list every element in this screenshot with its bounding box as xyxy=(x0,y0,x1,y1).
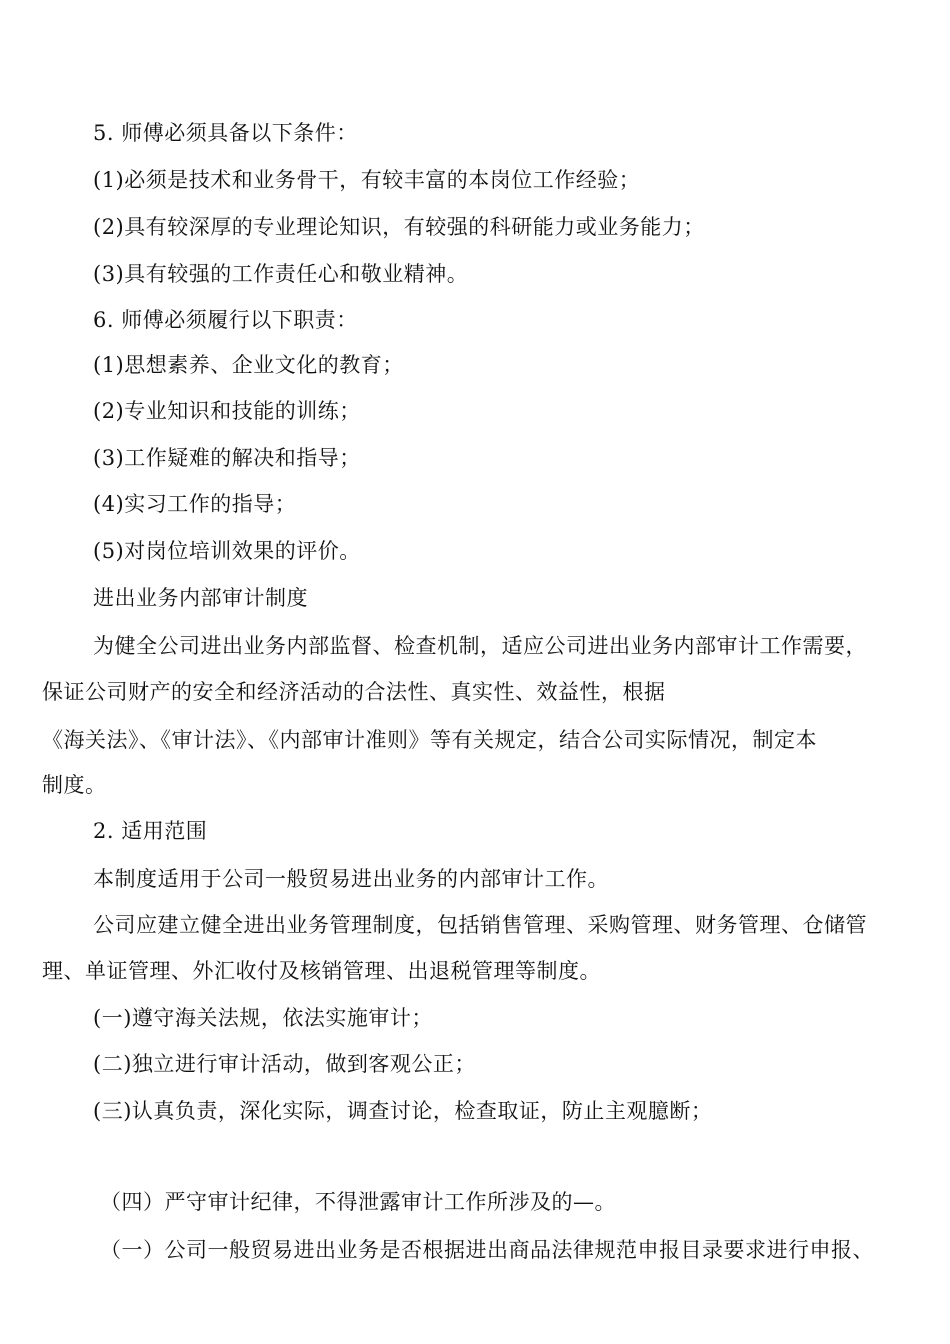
duty-item-5: (5)对岗位培训效果的评价。 xyxy=(93,539,361,563)
principle-item-4: （四）严守审计纪律，不得泄露审计工作所涉及的—。 xyxy=(100,1190,616,1214)
duty-item-4: (4)实习工作的指导； xyxy=(93,492,297,516)
intro-paragraph-line-3: 《海关法》、《审计法》、《内部审计准则》等有关规定，结合公司实际情况，制定本 xyxy=(42,728,817,752)
principle-item-1: (一)遵守海关法规，依法实施审计； xyxy=(93,1006,433,1030)
condition-item-2: (2)具有较深厚的专业理论知识，有较强的科研能力或业务能力； xyxy=(93,215,705,239)
condition-item-3: (3)具有较强的工作责任心和敬业精神。 xyxy=(93,262,469,286)
principle-item-2: (二)独立进行审计活动，做到客观公正； xyxy=(93,1052,476,1076)
master-conditions-heading: 5. 师傅必须具备以下条件： xyxy=(93,121,358,145)
condition-item-1: (1)必须是技术和业务骨干，有较丰富的本岗位工作经验； xyxy=(93,168,641,192)
duty-item-1: (1)思想素养、企业文化的教育； xyxy=(93,353,404,377)
principle-item-3: (三)认真负责，深化实际，调查讨论，检查取证，防止主观臆断； xyxy=(93,1099,713,1123)
master-duties-heading: 6. 师傅必须履行以下职责： xyxy=(93,308,358,332)
audit-item-1: （一）公司一般贸易进出业务是否根据进出商品法律规范申报目录要求进行申报、 xyxy=(100,1238,874,1262)
duty-item-3: (3)工作疑难的解决和指导； xyxy=(93,446,361,470)
scope-paragraph: 本制度适用于公司一般贸易进出业务的内部审计工作。 xyxy=(93,867,609,891)
intro-paragraph-line-2: 保证公司财产的安全和经济活动的合法性、真实性、效益性，根据 xyxy=(42,680,666,704)
system-paragraph-line-1: 公司应建立健全进出业务管理制度，包括销售管理、采购管理、财务管理、仓储管 xyxy=(93,913,867,937)
system-paragraph-line-2: 理、单证管理、外汇收付及核销管理、出退税管理等制度。 xyxy=(42,959,601,983)
intro-paragraph-line-1: 为健全公司进出业务内部监督、检查机制，适应公司进出业务内部审计工作需要， xyxy=(93,634,867,658)
duty-item-2: (2)专业知识和技能的训练； xyxy=(93,399,361,423)
section-title: 进出业务内部审计制度 xyxy=(93,586,308,610)
scope-heading: 2. 适用范围 xyxy=(93,819,208,843)
intro-paragraph-line-4: 制度。 xyxy=(42,773,107,797)
